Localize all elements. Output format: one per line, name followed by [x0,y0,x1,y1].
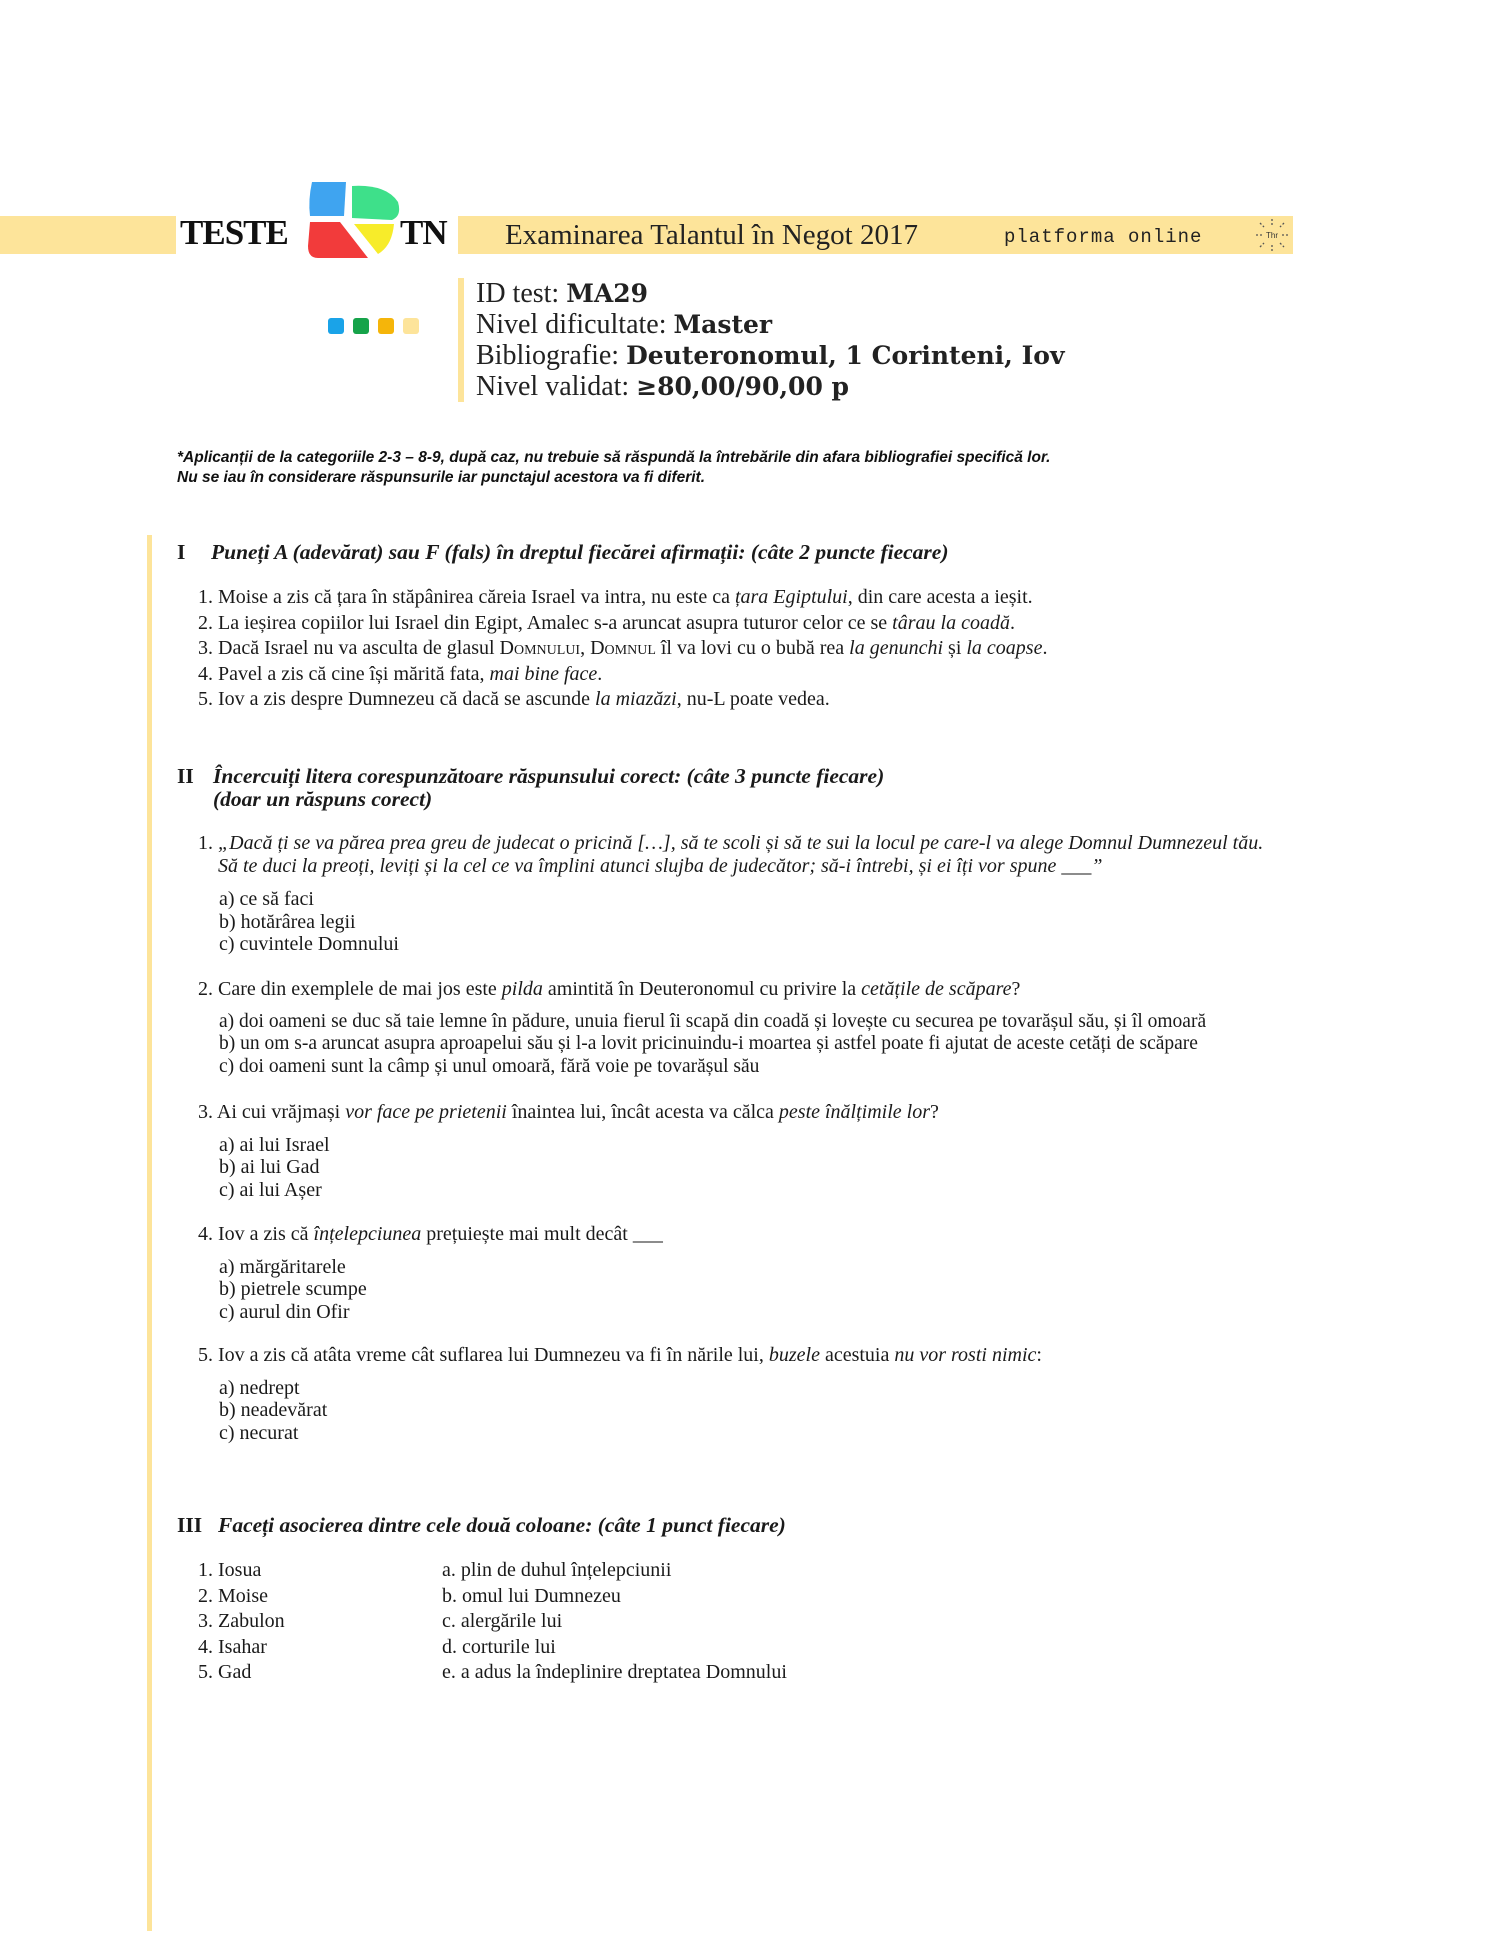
text-segment: și [943,637,967,659]
match-left-item: 1. Iosua [198,1559,262,1581]
question-3 [198,1100,939,1201]
emphasis-text: peste înălțimile lor [778,1101,930,1123]
question-text [198,977,1206,1003]
emphasis-text: buzele [768,1344,820,1366]
match-right-item: d. corturile lui [442,1635,556,1658]
match-left-column [198,1558,285,1686]
difficulty-dot [353,318,369,334]
difficulty-dot [328,318,344,334]
text-segment: ? [1011,978,1021,1000]
statement [198,585,1047,611]
difficulty-dot [403,318,419,334]
emphasis-text: „Dacă ți se va părea prea greu de judecat o pricină […], să te scoli și să te sui la locul pe care-l va alege Domnul Dumnezeul tău. [218,832,1264,854]
answer-option[interactable]: c) aurul din Ofir [219,1300,350,1323]
match-right-item: c. alergările lui [442,1610,563,1632]
text-segment: : [1036,1344,1042,1366]
answer-option[interactable]: b) pietrele scumpe [219,1278,367,1300]
question-text [198,1343,1042,1369]
emphasis-text: pilda [501,978,543,1000]
badge-text: Thr [1266,231,1278,240]
answer-option[interactable]: a) doi oameni se duc să taie lemne în pădure, unuia fierul îi scapă din coadă și lovește cu securea pe tovarășul său, și îl omoară [219,1010,1207,1032]
test-id-value: MA29 [566,279,649,308]
text-segment: . [1009,611,1015,634]
difficulty-dot [378,318,394,334]
logo-icon [306,180,402,262]
test-id: ID test: MA29 [476,278,649,309]
sun-badge-icon [1255,218,1289,252]
emphasis-text: Să te duci la preoți, leviți și la cel ce va împlini atunci slujba de judecător; să-i întrebi, și ei îți vor spune ___” [198,855,1103,877]
emphasis-text: târau la coadă [892,611,1010,634]
test-info [476,278,1064,402]
logo-text-left: TESTE [180,213,288,252]
answer-option[interactable]: a) mărgăritarele [219,1255,346,1278]
question-text [198,1100,939,1126]
content-accent-bar [147,535,152,1931]
text-segment: 4. Iov a zis că [198,1223,314,1245]
match-left-item: 2. Moise [198,1584,268,1607]
emphasis-text: înțelepciunea [313,1223,422,1245]
answer-option[interactable]: a) nedrept [219,1376,300,1399]
section-2-heading: II Încercuiți litera corespunzătoare răspunsului corect: (câte 3 puncte fiecare) (doar un răspuns corect) [177,764,885,811]
emphasis-text: țara Egiptului [734,586,848,608]
logo-text-right: TN [400,213,447,252]
text-segment: 5. Iov a zis despre Dumnezeu că dacă se ascunde [198,688,596,710]
answer-option[interactable]: b) un om s-a aruncat asupra aproapelui său și l-a lovit pricinuindu-i moartea și astfel poate fi ajutat de aceste cetăți de scăpare [219,1033,1198,1054]
text-segment: Domnul [590,637,656,659]
applicants-note [177,448,1050,488]
match-right-item: a. plin de duhul înțelepciunii [442,1559,672,1581]
note-line: Nu se iau în considerare răspunsurile iar punctajul acestora va fi diferit. [177,469,706,486]
bibliography-value: Deuteronomul, 1 Corinteni, Iov [626,341,1065,370]
bibliography: Bibliografie: Deuteronomul, 1 Corinteni, Iov [476,340,1065,371]
statement [198,662,1047,688]
answer-option[interactable]: c) cuvintele Domnului [219,933,399,955]
question-5 [198,1343,1042,1444]
match-left-item: 3. Zabulon [198,1610,285,1632]
text-segment: 5. Iov a zis că atâta vreme cât suflarea lui Dumnezeu va fi în nările lui, [198,1344,769,1366]
question-4 [198,1222,663,1323]
match-right-column [442,1558,787,1686]
answer-option[interactable]: c) doi oameni sunt la câmp și unul omoară, fără voie pe tovarășul său [219,1055,760,1077]
validated-value: ≥80,00/90,00 p [636,372,850,401]
answer-option[interactable]: b) neadevărat [219,1399,328,1421]
emphasis-text: la coapse [966,637,1043,659]
text-segment: acestuia [819,1344,895,1366]
text-segment: 2. La ieșirea copiilor lui Israel din Egipt, Amalec s-a aruncat asupra tuturor celor ce se [198,611,893,634]
difficulty-level: Nivel dificultate: Master [476,309,773,340]
platform-label: platforma online [1004,226,1203,248]
match-left-item: 4. Isahar [198,1635,267,1658]
text-segment: 3. Dacă Israel nu va asculta de glasul [198,637,500,659]
section-1-heading: I Puneți A (adevărat) sau F (fals) în dreptul fiecărei afirmații: (câte 2 puncte fiecare) [177,540,949,564]
text-segment: , nu-L poate vedea. [676,688,830,710]
text-segment: înaintea lui, încât acesta va călca [506,1101,779,1123]
answer-option[interactable]: b) hotărârea legii [219,910,356,933]
section-3-heading: III Faceți asocierea dintre cele două coloane: (câte 1 punct fiecare) [177,1513,786,1537]
difficulty-dots [328,318,419,334]
text-segment: ? [930,1101,939,1123]
section-1-items [198,585,1047,713]
emphasis-text: la miazăzi [595,688,677,710]
text-segment: 2. Care din exemplele de mai jos este [198,978,502,1000]
text-segment: amintită în Deuteronomul cu privire la [542,978,862,1000]
text-segment: prețuiește mai mult decât ___ [421,1223,663,1245]
note-line: *Aplicanții de la categoriile 2-3 – 8-9, după caz, nu trebuie să răspundă la întrebările din afara bibliografiei specifică lor. [177,449,1051,466]
statement [198,636,1047,662]
match-right-item: e. a adus la îndeplinire dreptatea Domnului [442,1661,787,1683]
text-segment: Domnului [499,637,581,659]
answer-option[interactable]: c) ai lui Așer [219,1178,322,1201]
text-segment: 1. [198,832,218,854]
question-2 [198,977,1206,1078]
info-accent-bar [458,278,464,402]
validated-level: Nivel validat: ≥80,00/90,00 p [476,371,850,402]
question-1 [198,832,1263,956]
emphasis-text: mai bine face [489,662,598,685]
text-segment: , din care acesta a ieșit. [847,586,1033,608]
statement [198,687,1047,713]
text-segment: 3. Ai cui vrăjmași [198,1101,346,1123]
emphasis-text: nu vor rosti nimic [894,1344,1037,1366]
match-right-item: b. omul lui Dumnezeu [442,1584,621,1607]
question-text [198,832,1263,855]
statement [198,611,1047,637]
answer-option[interactable]: a) ce să faci [219,888,314,910]
emphasis-text: cetățile de scăpare [861,978,1012,1000]
question-text [198,1222,663,1248]
text-segment: îl va lovi cu o bubă rea [655,637,850,659]
match-left-item: 5. Gad [198,1661,252,1683]
emphasis-text: vor face pe prietenii [345,1101,507,1123]
answer-option[interactable]: a) ai lui Israel [219,1133,330,1156]
text-segment: 4. Pavel a zis că cine își mărită fata, [198,662,490,685]
text-segment: 1. Moise a zis că țara în stăpânirea căreia Israel va intra, nu este ca [198,586,735,608]
answer-option[interactable]: b) ai lui Gad [219,1156,320,1178]
text-segment: , [580,637,591,659]
exam-title: Examinarea Talantul în Negot 2017 [505,219,918,251]
answer-option[interactable]: c) necurat [219,1421,299,1444]
question-text [198,855,1263,878]
difficulty-value: Master [673,310,773,339]
text-segment: . [597,662,603,685]
text-segment: . [1042,637,1048,659]
emphasis-text: la genunchi [849,637,944,659]
